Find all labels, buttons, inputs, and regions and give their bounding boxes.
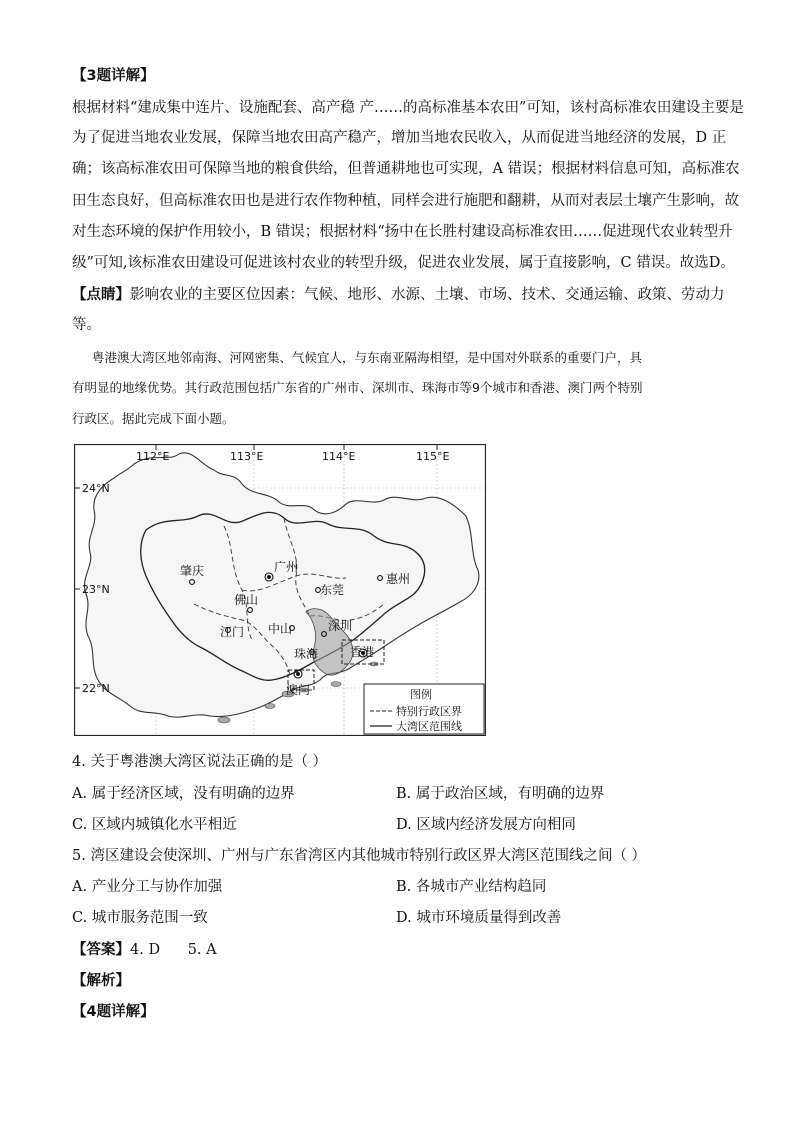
tip-line-2: 等。 — [72, 317, 101, 333]
city-label-macao: 澳门 — [286, 683, 311, 697]
q5-option-a: A. 产业分工与协作加强 — [72, 879, 223, 895]
city-label-foshan: 佛山 — [234, 593, 259, 607]
legend-gba-label: 大湾区范围线 — [396, 720, 462, 733]
answer-line — [72, 940, 217, 960]
q5-option-d: D. 城市环境质量得到改善 — [396, 910, 562, 926]
q4-option-b: B. 属于政治区域，有明确的边界 — [396, 786, 605, 802]
tip-text: 影响农业的主要区位因素：气候、地形、水源、土壤、市场、技术、交通运输、政策、劳动力 — [130, 287, 725, 303]
section3-line-4: 田生态良好，但高标准农田也是进行农作物种植，同样会进行施肥和翻耕，从而对表层土壤产生影响，故 — [72, 193, 739, 209]
section3-line-6: 级”可知,该标准农田建设可促进该村农业的转型升级，促进农业发展，属于直接影响，C 错误。故选D。 — [72, 255, 735, 271]
city-label-shenzhen: 深圳 — [328, 619, 353, 633]
section3-line-2: 为了促进当地农业发展，保障当地农田高产稳产，增加当地农民收入，从而促进当地经济的发展，D 正 — [72, 130, 727, 146]
lat-label-23: 23°N — [82, 583, 110, 596]
legend-title: 图例 — [410, 688, 432, 701]
section3-line-1: 根据材料“建成集中连片、设施配套、高产稳 产……的高标准基本农田”可知，该村高标准农田建设主要是 — [72, 100, 744, 116]
section3-header: 【3题详解】 — [72, 68, 155, 84]
q4-option-a: A. 属于经济区域，没有明确的边界 — [72, 786, 295, 802]
city-label-huizhou: 惠州 — [386, 572, 411, 586]
analysis-label: 【解析】 — [72, 973, 130, 989]
q4-stem: 4. 关于粤港澳大湾区说法正确的是（ ） — [72, 754, 328, 770]
city-label-jiangmen: 江门 — [220, 625, 245, 639]
q5-option-b: B. 各城市产业结构趋同 — [396, 879, 547, 895]
answer-label: 【答案】 — [72, 942, 130, 958]
q5-stem: 5. 湾区建设会使深圳、广州与广东省湾区内其他城市特别行政区界大湾区范围线之间（ ） — [72, 848, 647, 864]
map-legend — [364, 684, 484, 734]
intro-line-1: 粤港澳大湾区地邻南海、河网密集、气候宜人，与东南亚隔海相望，是中国对外联系的重要门户，具 — [92, 350, 643, 365]
city-label-zhaoqing: 肇庆 — [180, 564, 205, 578]
greater-bay-area-map — [74, 444, 486, 736]
lon-label-115: 115°E — [416, 450, 450, 463]
lat-label-22: 22°N — [82, 682, 110, 695]
tip-line-1 — [72, 285, 725, 305]
q4-option-c: C. 区域内城镇化水平相近 — [72, 817, 237, 833]
intro-line-3: 行政区。据此完成下面小题。 — [72, 411, 235, 426]
tip-label: 【点睛】 — [72, 287, 130, 303]
map-svg — [74, 444, 486, 736]
city-label-hongkong: 香港 — [350, 645, 375, 659]
legend-sar-label: 特别行政区界 — [396, 705, 462, 718]
q4-option-d: D. 区域内经济发展方向相同 — [396, 817, 576, 833]
lon-label-113: 113°E — [230, 450, 264, 463]
city-label-dongguan: 东莞 — [320, 583, 345, 597]
section3-line-3: 确；该高标准农田可保障当地的粮食供给，但普通耕地也可实现，A 错误；根据材料信息可知，高标准农 — [72, 161, 740, 177]
q5-option-c: C. 城市服务范围一致 — [72, 910, 208, 926]
intro-line-2: 有明显的地缘优势。其行政范围包括广东省的广州市、深圳市、珠海市等9个城市和香港、澳门两个特别 — [72, 380, 643, 395]
lon-label-112: 112°E — [136, 450, 170, 463]
city-label-zhuhai: 珠海 — [294, 647, 319, 661]
answer-value: 4. D 5. A — [130, 942, 217, 958]
city-label-guangzhou: 广州 — [274, 560, 299, 574]
lat-label-24: 24°N — [82, 482, 110, 495]
city-label-zhongshan: 中山 — [268, 622, 293, 636]
section4-header: 【4题详解】 — [72, 1004, 155, 1020]
section3-line-5: 对生态环境的保护作用较小，B 错误；根据材料“扬中在长胜村建设高标准农田……促进现代农业转型升 — [72, 224, 733, 240]
lon-label-114: 114°E — [322, 450, 356, 463]
